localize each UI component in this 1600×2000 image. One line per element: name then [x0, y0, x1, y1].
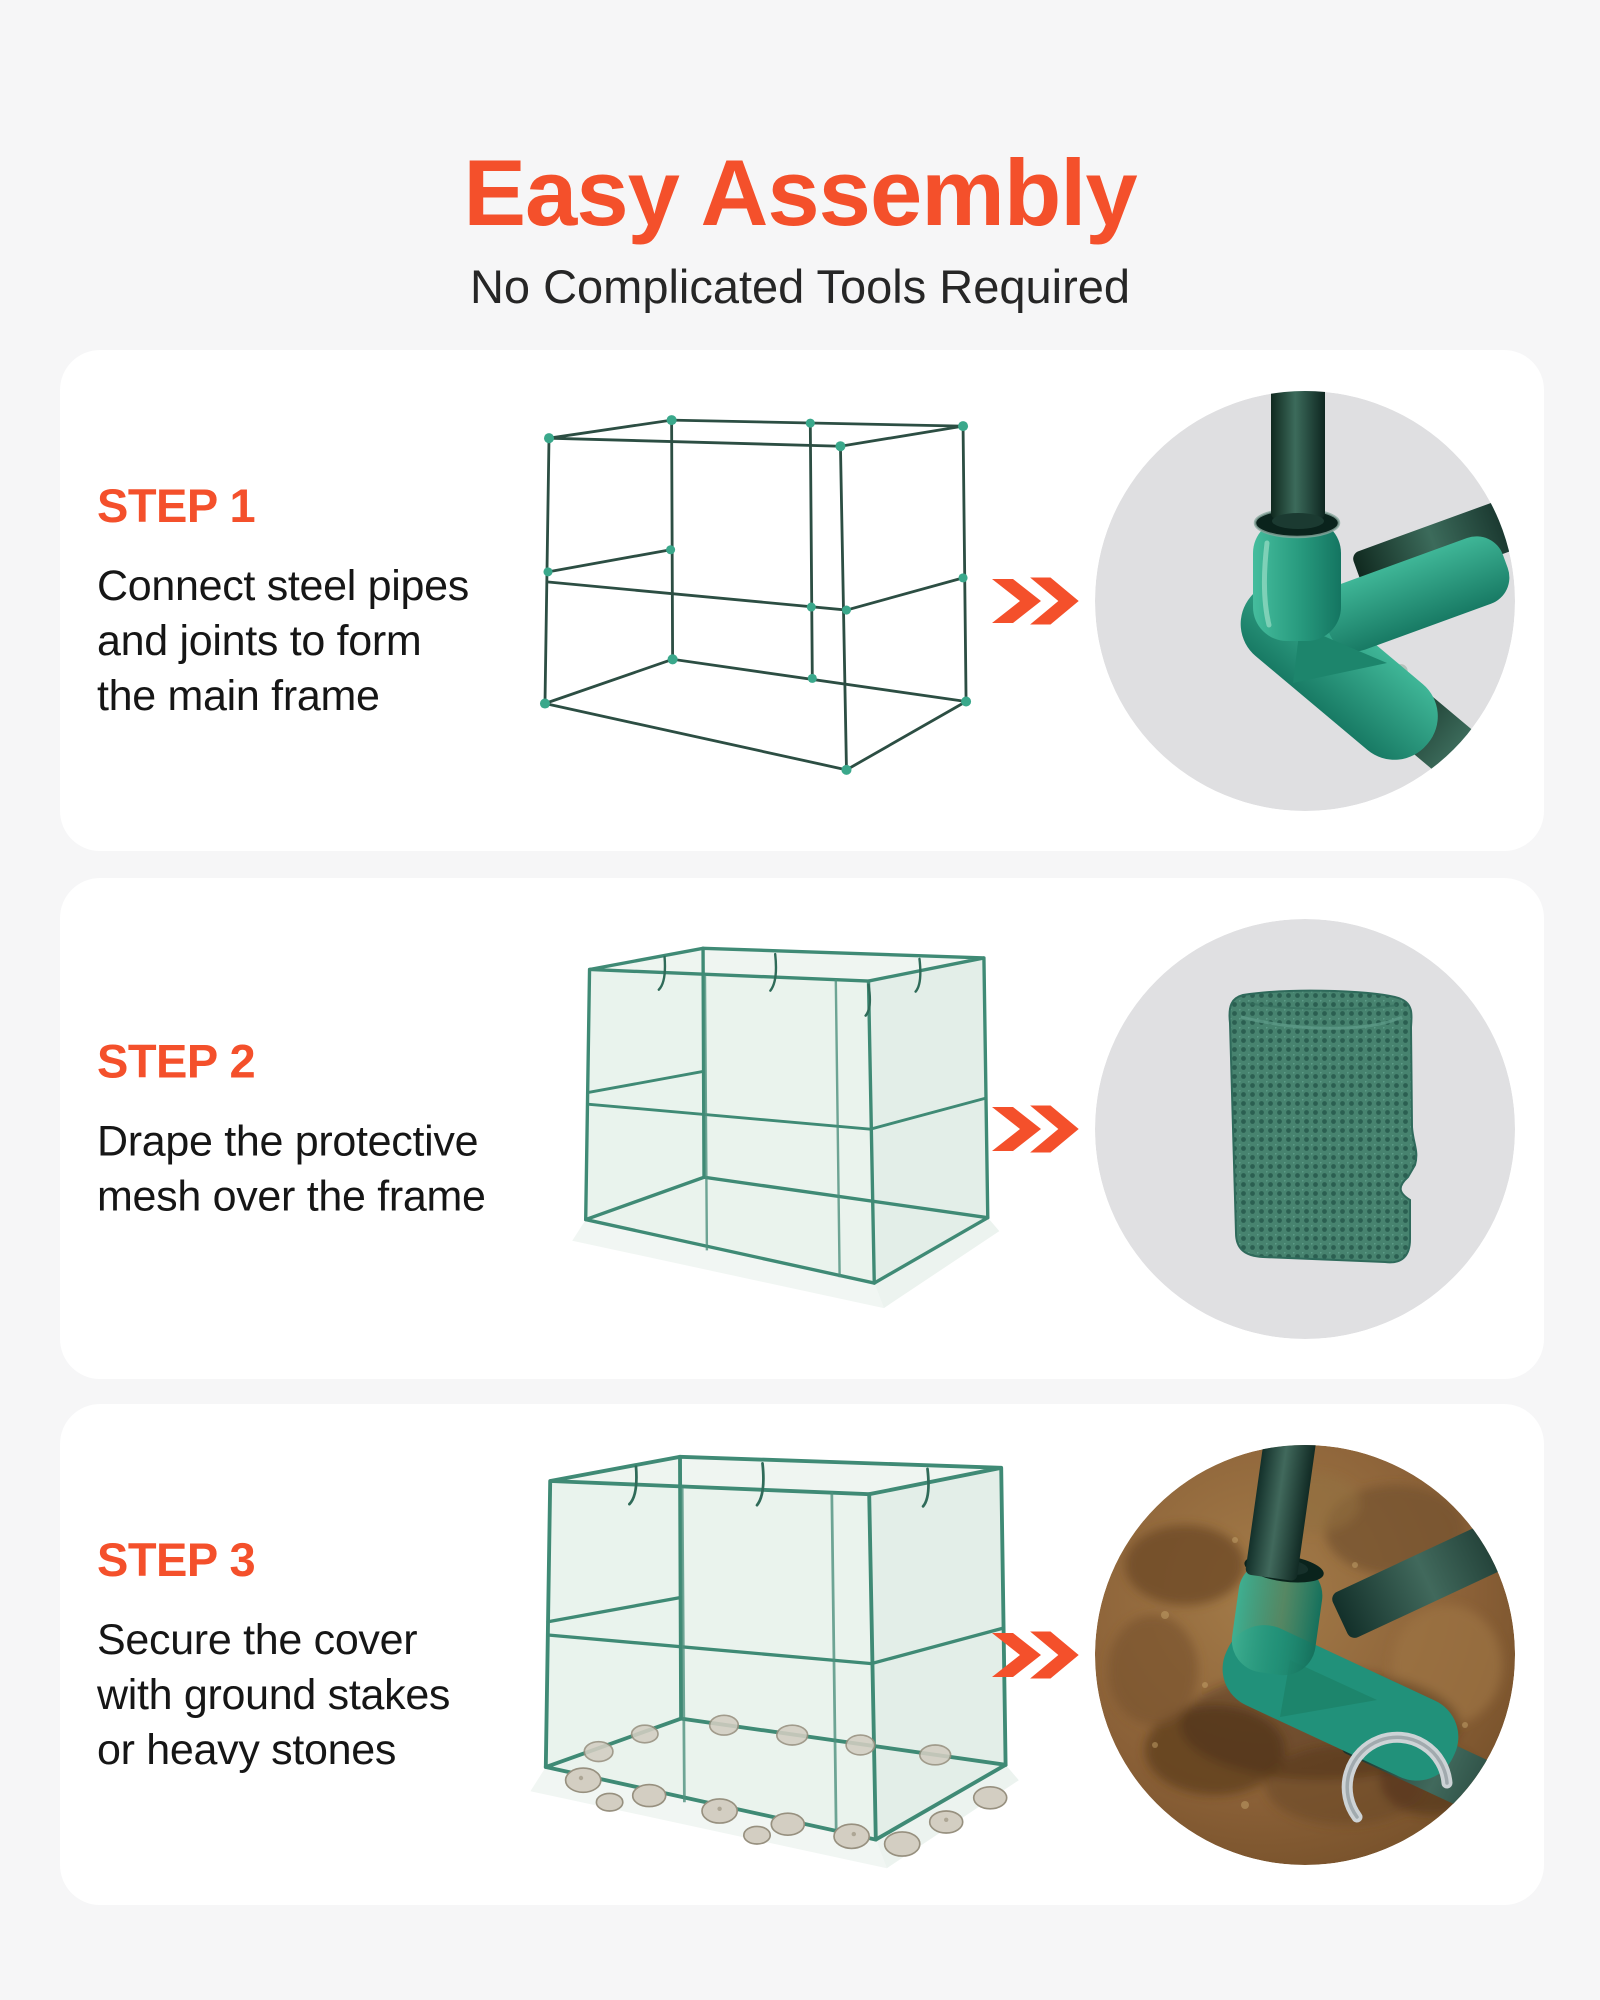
staked-frame-illustration: [495, 1437, 1041, 1899]
page-subtitle: No Complicated Tools Required: [469, 260, 1131, 313]
step-2-text-block: [97, 1033, 527, 1224]
double-chevron-right-icon: [990, 1628, 1082, 1682]
staked-frame-with-stones-icon: [495, 1437, 1041, 1899]
steel-pipe-frame-wireframe-icon: [505, 400, 995, 802]
step-2-card: [60, 878, 1544, 1379]
corner-joint-closeup-photo: [1095, 391, 1515, 811]
step-3-card: [60, 1404, 1544, 1905]
step-1-desc-line-3: the main frame: [97, 671, 380, 720]
step-1-label: STEP 1: [97, 478, 256, 532]
step-3-text-block: [97, 1532, 527, 1778]
step-3-label: STEP 3: [97, 1532, 256, 1586]
step-3-description: [97, 1613, 527, 1778]
ground-stake-illustration: [1095, 1445, 1515, 1865]
step-1-description: [97, 559, 527, 724]
step-1-text-block: [97, 478, 527, 724]
double-chevron-right-icon: [990, 574, 1082, 628]
folded-mesh-closeup-photo: [1095, 919, 1515, 1339]
step-1-desc-line-1: Connect steel pipes: [97, 561, 469, 610]
step-2-description: [97, 1114, 527, 1224]
mesh-covered-frame-icon: [538, 931, 1022, 1335]
step-3-desc-line-3: or heavy stones: [97, 1725, 397, 1774]
step-2-label: STEP 2: [97, 1034, 256, 1087]
folded-mesh-illustration: [1095, 919, 1515, 1339]
step-3-desc-line-2: with ground stakes: [97, 1670, 451, 1719]
step-1-desc-line-2: and joints to form: [97, 616, 422, 665]
double-chevron-glyph: [990, 1628, 1082, 1682]
step-2-desc-line-2: mesh over the frame: [97, 1172, 486, 1220]
corner-joint-illustration: [1095, 391, 1515, 811]
double-chevron-right-icon: [990, 1102, 1082, 1156]
step-1-card: [60, 350, 1544, 851]
frame-wireframe-illustration: [505, 400, 995, 802]
double-chevron-glyph: [990, 574, 1082, 628]
page-title: Easy Assembly: [463, 139, 1137, 245]
step-2-desc-line-1: Drape the protective: [97, 1117, 479, 1165]
step-3-desc-line-1: Secure the cover: [97, 1615, 418, 1664]
double-chevron-glyph: [990, 1102, 1082, 1156]
ground-stake-in-soil-closeup-photo: [1095, 1445, 1515, 1865]
mesh-frame-illustration: [538, 931, 1022, 1335]
